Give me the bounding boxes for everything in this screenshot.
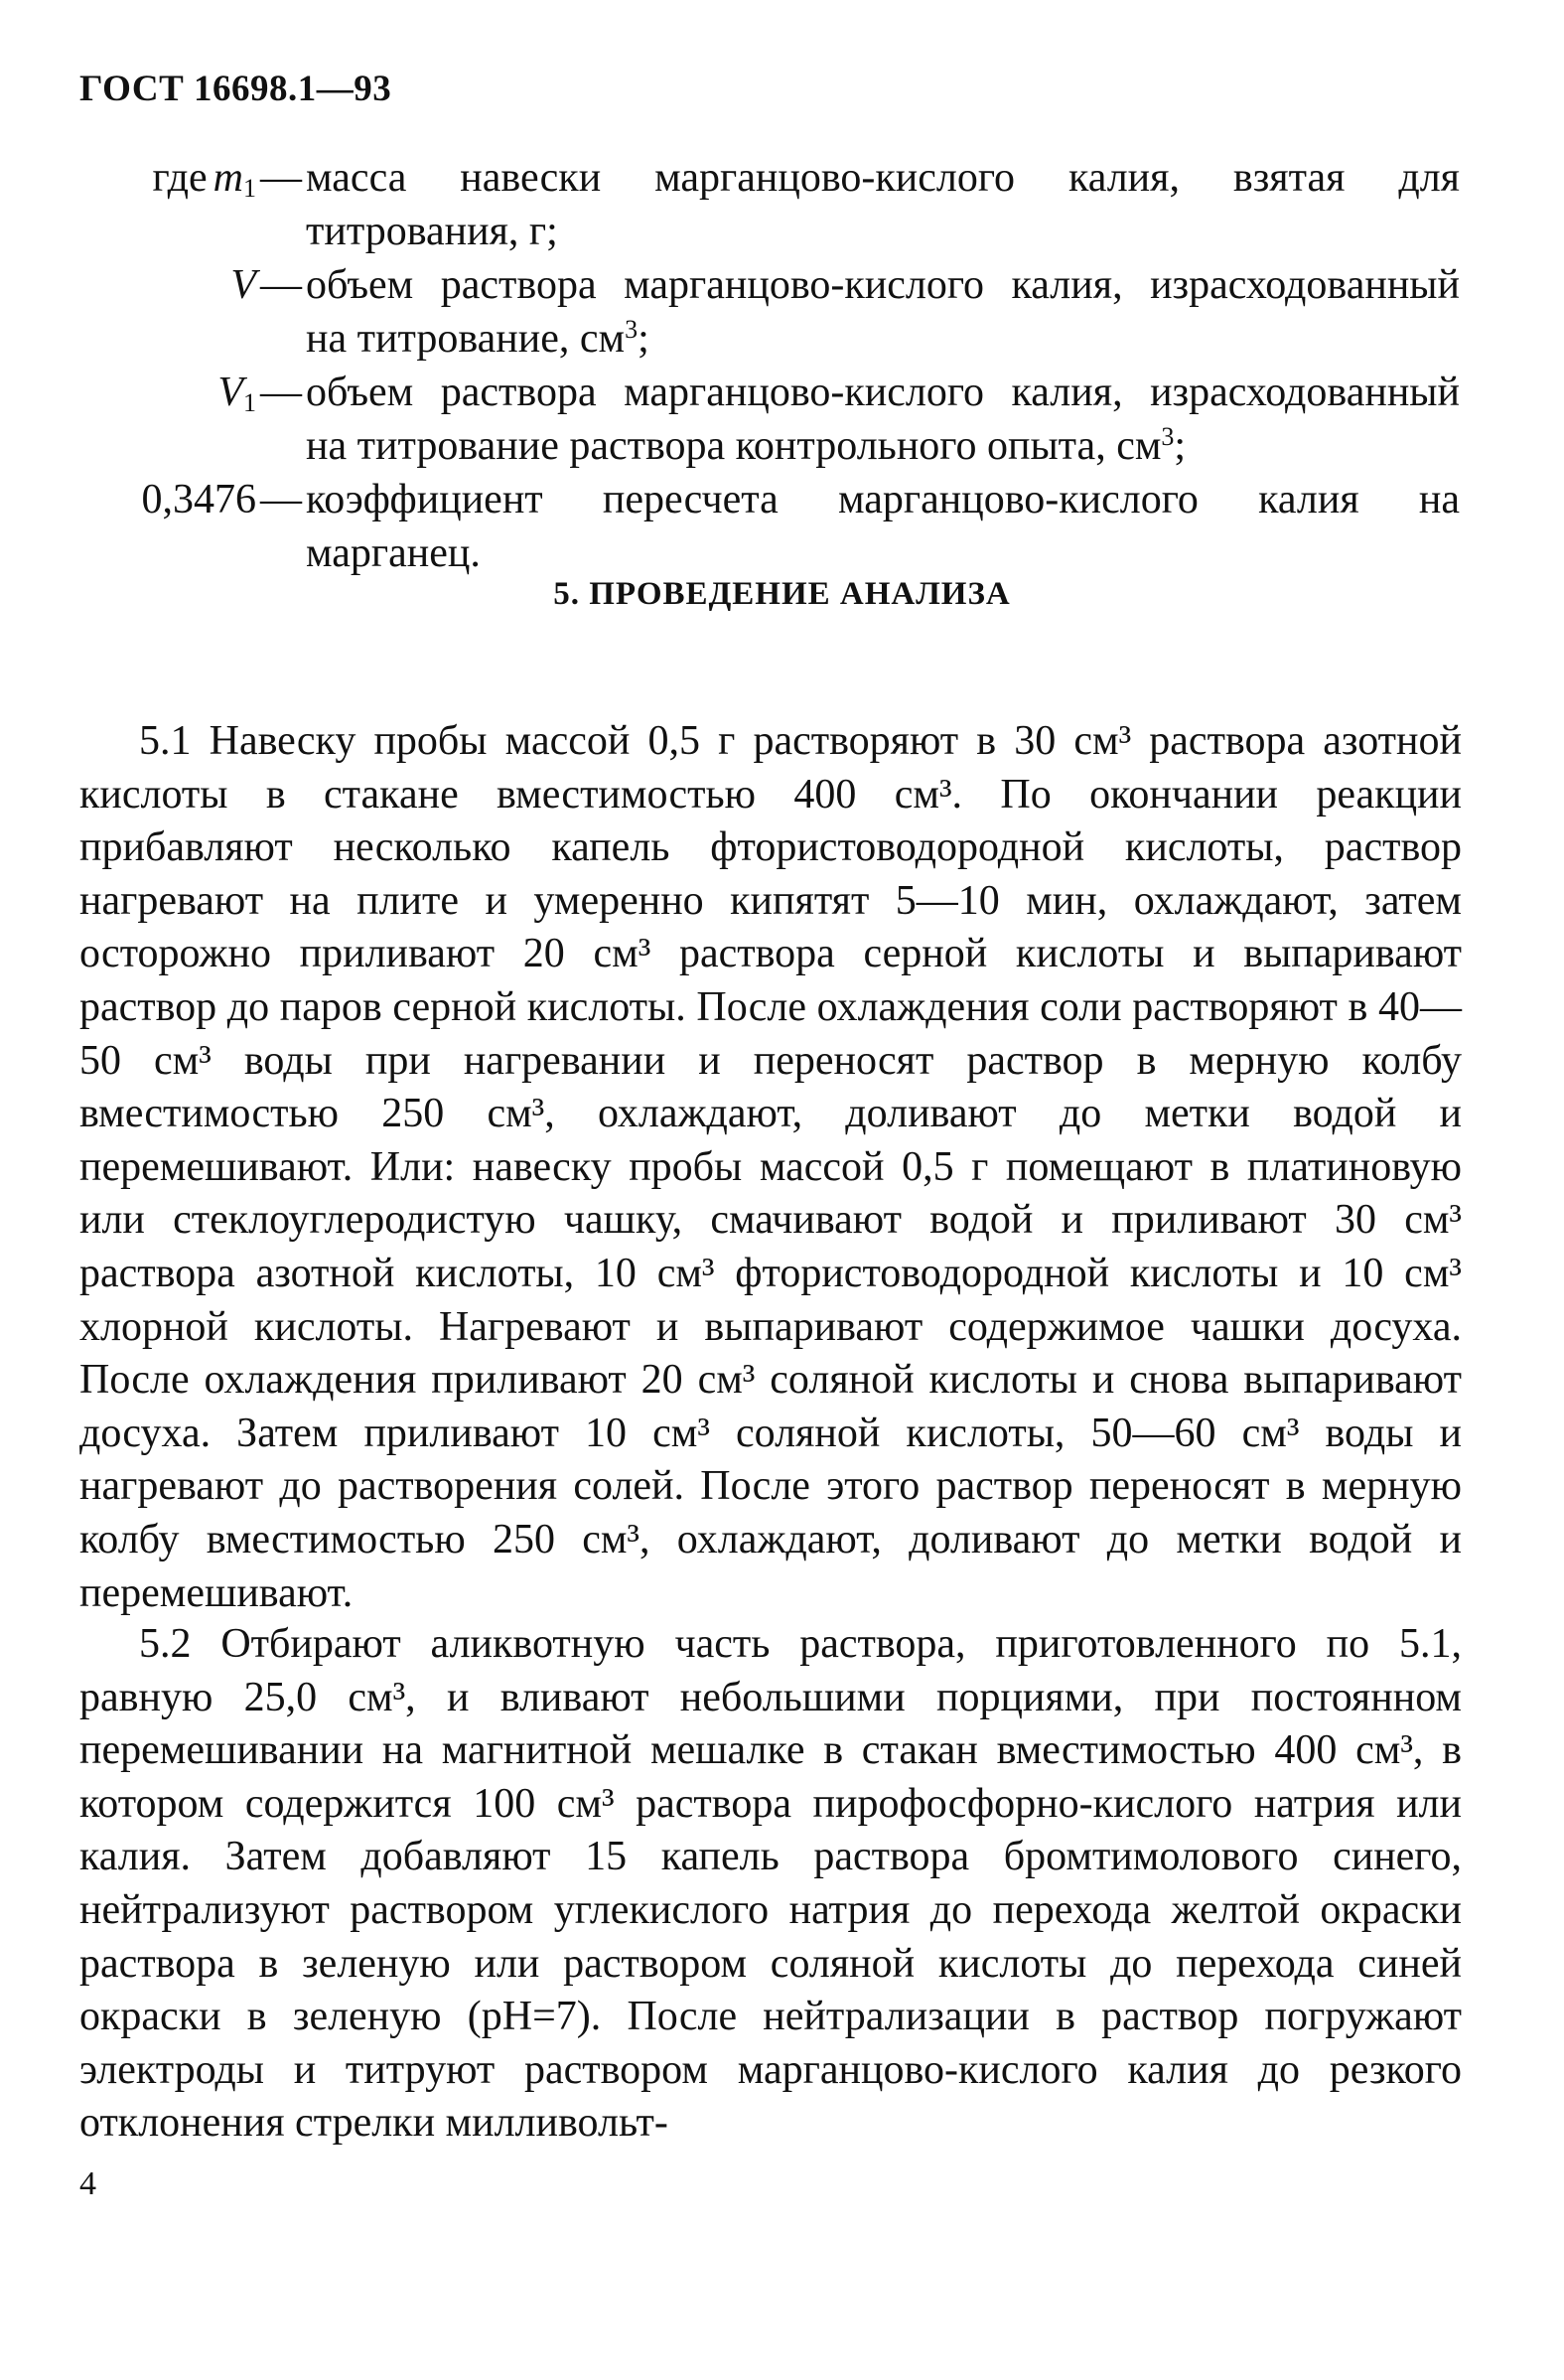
page-number: 4 — [79, 2165, 96, 2202]
definition-lead-word: где — [152, 155, 208, 201]
symbol-m: m — [213, 155, 243, 201]
definition-text — [306, 258, 1460, 366]
symbol-subscript: 1 — [243, 174, 256, 203]
definition-text-line — [306, 419, 1460, 473]
definition-symbol — [79, 473, 256, 526]
definition-text-fragment: на титрование раствора контрольного опыта, см — [306, 423, 1162, 469]
definition-text-line: масса навески марганцово-кислого калия, взятая для — [306, 155, 1460, 201]
definition-text-line: объем раствора марганцово-кислого калия, израсходованный — [306, 370, 1460, 415]
unit-superscript: 3 — [1161, 422, 1175, 451]
definition-item — [79, 473, 1460, 580]
unit-superscript: 3 — [625, 315, 639, 344]
definition-symbol — [79, 151, 256, 216]
definition-dash: — — [260, 477, 302, 522]
definition-text — [306, 151, 1460, 258]
definition-punctuation: ; — [638, 316, 649, 362]
definition-dash: — — [260, 155, 302, 201]
definition-punctuation: ; — [1174, 423, 1187, 469]
definition-text-line: коэффициент пересчета марганцово-кислого калия на — [306, 477, 1460, 522]
section-title: 5. ПРОВЕДЕНИЕ АНАЛИЗА — [553, 576, 1011, 612]
symbol-v1: V — [217, 370, 243, 415]
definition-item — [79, 366, 1460, 473]
paragraph-5-2: 5.2 Отбирают аликвотную часть раствора, приготовленного по 5.1, равную 25,0 см³, и вливают небольшими порциями, при постоянном перемешивании на магнитной мешалке в стакан вместимостью 400 см³, в котором содержится 100 см³ раствора пирофосфорно-кислого натрия или калия. Затем добавляют 15 капель раствора бромтимолового синего, нейтрализуют раствором углекислого натрия до перехода желтой окраски раствора в зеленую или раствором соляной кислоты до перехода синей окраски в зеленую (pH=7). После нейтрализации в раствор погружают электроды и титруют раствором марганцово-кислого калия до резкого отклонения стрелки милливольт- — [79, 1621, 1462, 2147]
definition-item — [79, 258, 1460, 366]
definition-text — [306, 366, 1460, 473]
paragraph-5-1: 5.1 Навеску пробы массой 0,5 г растворяют в 30 см³ раствора азотной кислоты в стакане вместимостью 400 см³. По окончании реакции прибавляют несколько капель фтористоводородной кислоты, раствор нагревают на плите и умеренно кипятят 5—10 мин, охлаждают, затем осторожно приливают 20 см³ раствора серной кислоты и выпаривают раствор до паров серной кислоты. После охлаждения соли растворяют в 40—50 см³ воды при нагревании и переносят раствор в мерную колбу вместимостью 250 см³, охлаждают, доливают до метки водой и перемешивают. Или: навеску пробы массой 0,5 г помещают в платиновую или стеклоуглеродистую чашку, смачивают водой и приливают 30 см³ раствора азотной кислоты, 10 см³ фтористоводородной кислоты и 10 см³ хлорной кислоты. Нагревают и выпаривают содержимое чашки досуха. После охлаждения приливают 20 см³ соляной кислоты и снова выпаривают досуха. Затем приливают 10 см³ соляной кислоты, 50—60 см³ воды и нагревают до растворения солей. После этого раствор переносят в мерную колбу вместимостью 250 см³, охлаждают, доливают до метки водой и перемешивают. — [79, 718, 1462, 1616]
definitions-list — [79, 151, 1460, 580]
definition-text-fragment: на титрование, см — [306, 316, 626, 362]
definition-symbol — [79, 366, 256, 430]
symbol-v: V — [230, 262, 256, 308]
definition-symbol — [79, 258, 256, 312]
coefficient-value: 0,3476 — [141, 477, 256, 522]
definition-text-line: титрования, г; — [306, 209, 558, 254]
standard-header: ГОСТ 16698.1—93 — [79, 69, 392, 109]
definition-dash: — — [260, 262, 302, 308]
definition-text — [306, 473, 1460, 580]
definition-text-line: марганец. — [306, 530, 481, 576]
definition-dash: — — [260, 370, 302, 415]
definition-item — [79, 151, 1460, 258]
definition-text-line — [306, 312, 1460, 366]
symbol-subscript: 1 — [243, 388, 256, 417]
definition-text-line: объем раствора марганцово-кислого калия, израсходованный — [306, 262, 1460, 308]
